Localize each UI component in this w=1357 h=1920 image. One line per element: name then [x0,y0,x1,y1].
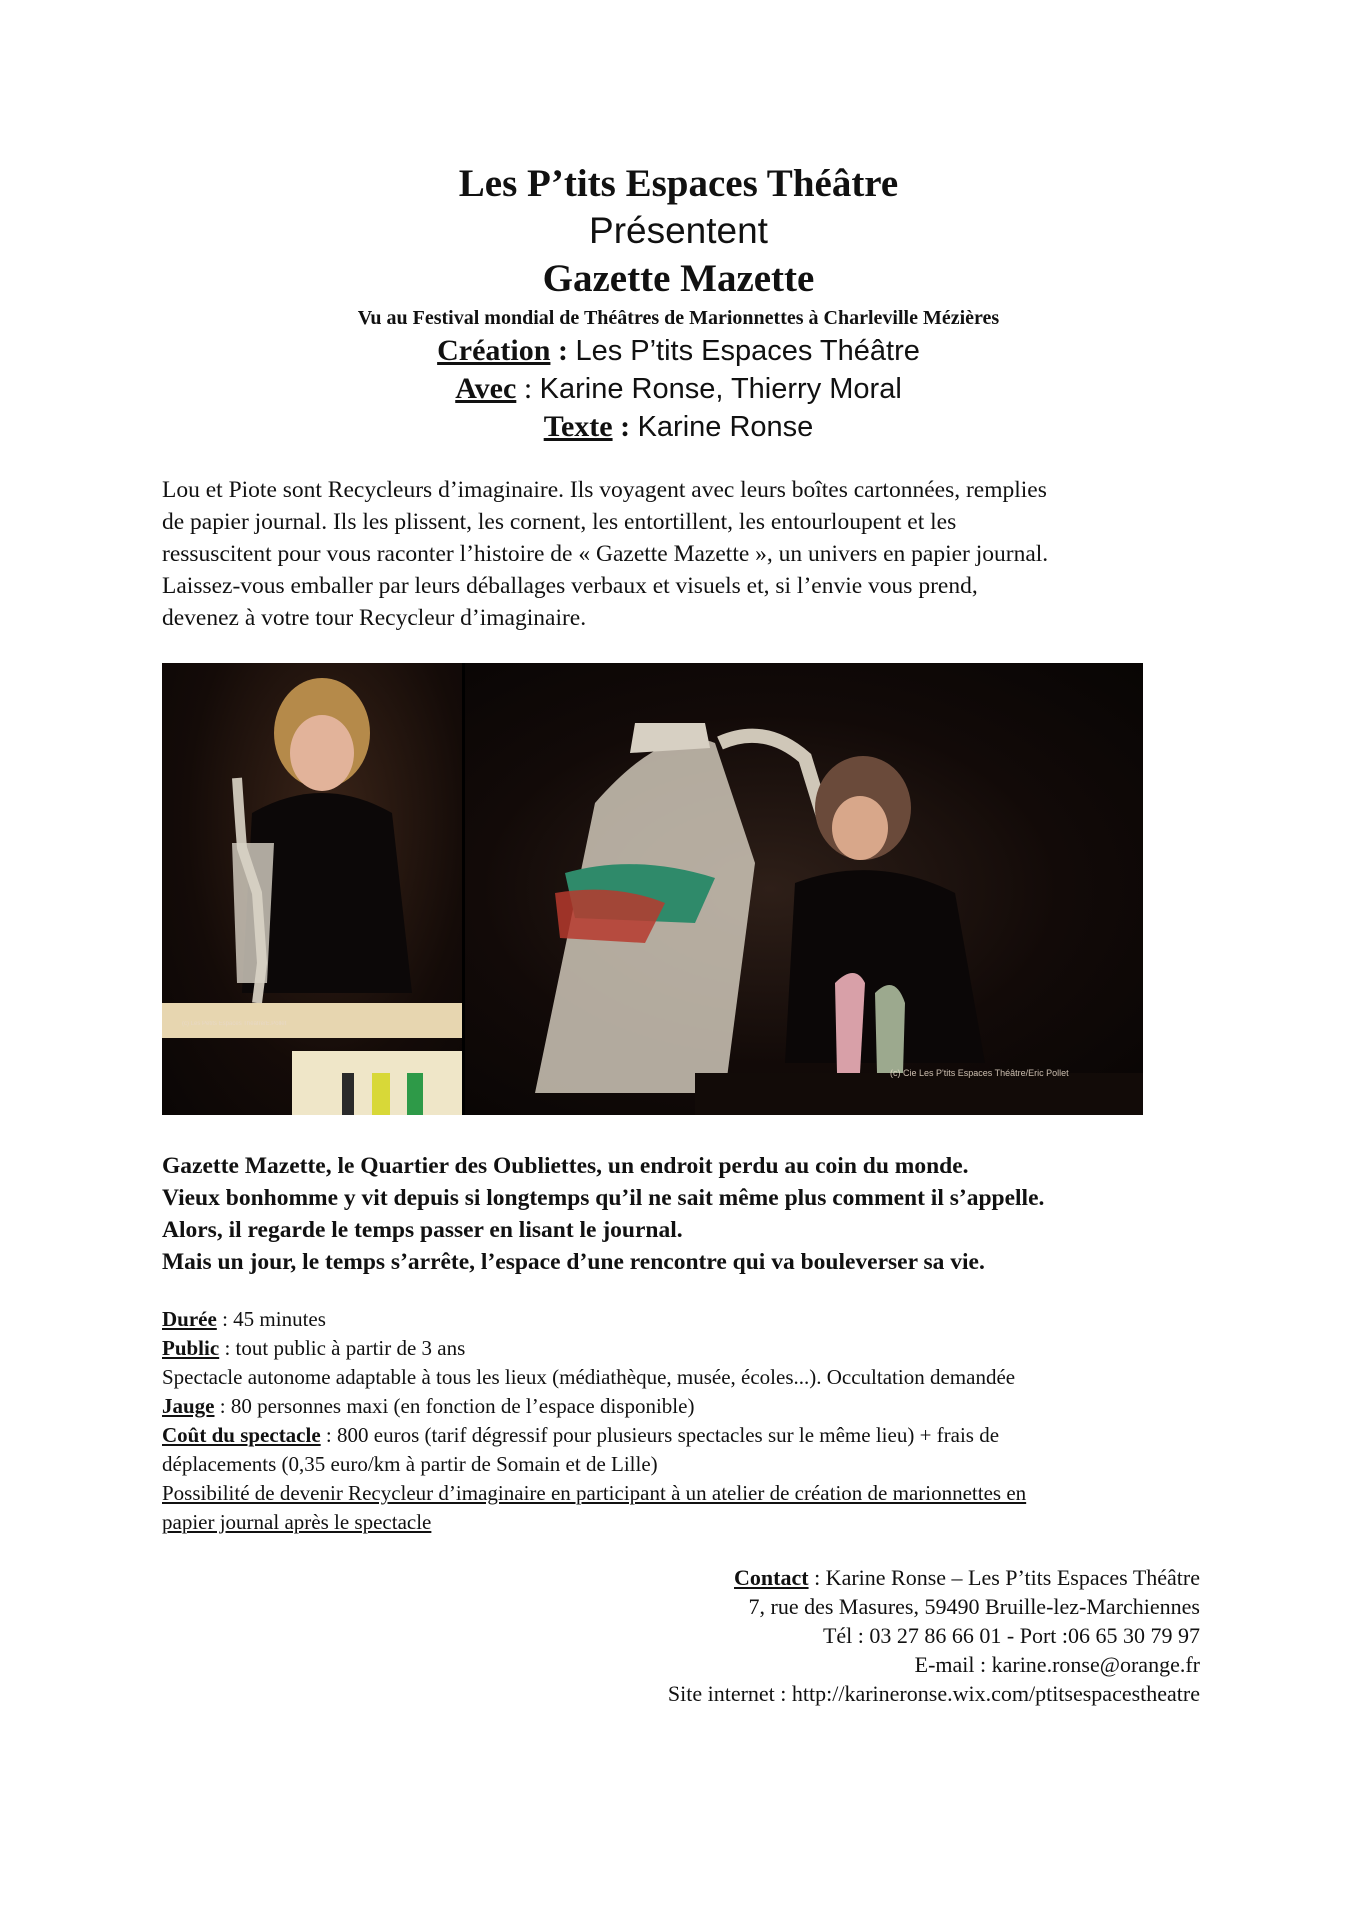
detail-cout [162,1421,1222,1450]
show-title: Gazette Mazette [542,257,815,300]
intro-line: Lou et Piote sont Recycleurs d’imaginaire. Ils voyagent avec leurs boîtes cartonnées, remplies [162,477,1047,503]
puppeteer-illustration [162,663,462,1115]
company-title: Les P’tits Espaces Théâtre [458,162,899,205]
small-puppet [835,973,865,1073]
detail-spectacle: Spectacle autonome adaptable à tous les lieux (médiathèque, musée, écoles...). Occultation demandée [162,1365,1016,1389]
contact-block [0,1563,1200,1708]
synopsis-line: Alors, il regarde le temps passer en lisant le journal. [162,1217,683,1243]
photo-credit-right: (c) Cie Les P'tits Espaces Théâtre/Eric Pollet [890,1068,1069,1078]
contact-address: 7, rue des Masures, 59490 Bruille-lez-Marchiennes [748,1594,1200,1619]
credit-value: Karine Ronse, Thierry Moral [539,373,902,405]
practical-details [162,1305,1222,1537]
synopsis-paragraph [162,1150,1242,1278]
synopsis-line: Vieux bonhomme y vit depuis si longtemps qu’il ne sait même plus comment il s’appelle. [162,1185,1045,1211]
synopsis-line: Gazette Mazette, le Quartier des Oubliettes, un endroit perdu au coin du monde. [162,1153,969,1179]
festival-line: Vu au Festival mondial de Théâtres de Marionnettes à Charleville Mézières [357,307,1000,329]
intro-paragraph [162,474,1212,634]
face-shape [290,715,354,791]
contact-name: : Karine Ronse – Les P’tits Espaces Théâtre [808,1565,1200,1590]
credit-label: Création [437,334,551,367]
detail-public [162,1334,1222,1363]
table-surface [695,1073,1143,1115]
small-puppet [875,985,905,1073]
presents-text: Présentent [589,210,768,251]
detail-value: : 80 personnes maxi (en fonction de l’espace disponible) [214,1394,695,1418]
credit-label: Texte [543,410,613,443]
credit-value: Karine Ronse [637,411,814,443]
box-slot [372,1073,390,1115]
box-slot [407,1073,423,1115]
intro-line: de papier journal. Ils les plissent, les cornent, les entortillent, les entourloupent et les [162,509,957,535]
intro-line: Laissez-vous emballer par leurs déballages verbaux et visuels et, si l’envie vous prend, [162,573,978,599]
paper-puppet-illustration [465,663,1143,1115]
detail-value: : 45 minutes [216,1307,326,1331]
detail-value: : 800 euros (tarif dégressif pour plusieurs spectacles sur le même lieu) + frais de [320,1423,1000,1447]
detail-atelier-line2: papier journal après le spectacle [162,1510,432,1534]
show-photo [162,663,1143,1115]
credit-creation [0,332,1357,370]
detail-atelier-line1: Possibilité de devenir Recycleur d’imaginaire en participant à un atelier de création de marionnettes en [162,1481,1027,1505]
puppet-paper-body [232,843,274,983]
photo-right-puppeteer [465,663,1143,1115]
detail-value: : tout public à partir de 3 ans [219,1336,466,1360]
credit-sep: : [516,372,540,405]
detail-jauge [162,1392,1222,1421]
detail-label: Public [162,1336,220,1360]
detail-label: Jauge [162,1394,215,1418]
credit-sep: : [550,334,576,367]
contact-website: Site internet : http://karineronse.wix.com/ptitsespacestheatre [667,1681,1200,1706]
detail-label: Durée [162,1307,217,1331]
detail-duree [162,1305,1222,1334]
photo-credit-left: (c) Les Petits Espaces Théâtre/E.Pollet [182,1021,287,1027]
detail-label: Coût du spectacle [162,1423,321,1447]
puppet-head [630,723,710,753]
photo-left-puppeteer [162,663,462,1115]
credit-avec [0,370,1357,408]
red-scarf [555,890,665,943]
contact-phone: Tél : 03 27 86 66 01 - Port :06 65 30 79 97 [822,1623,1200,1648]
credit-label: Avec [455,372,517,405]
intro-line: ressuscitent pour vous raconter l’histoire de « Gazette Mazette », un univers en papier journal. [162,541,1049,567]
intro-line: devenez à votre tour Recycleur d’imaginaire. [162,605,587,631]
synopsis-line: Mais un jour, le temps s’arrête, l’espace d’une rencontre qui va bouleverser sa vie. [162,1249,985,1275]
credit-texte [0,408,1357,446]
credit-sep: : [612,410,638,443]
credit-value: Les P’tits Espaces Théâtre [575,335,920,367]
contact-email: E-mail : karine.ronse@orange.fr [914,1652,1200,1677]
detail-cout-line2: déplacements (0,35 euro/km à partir de Somain et de Lille) [162,1452,658,1476]
face-shape [832,796,888,860]
box-slot [342,1073,354,1115]
contact-label: Contact [734,1565,809,1590]
document-header [0,160,1357,446]
contact-name-line [0,1563,1200,1592]
